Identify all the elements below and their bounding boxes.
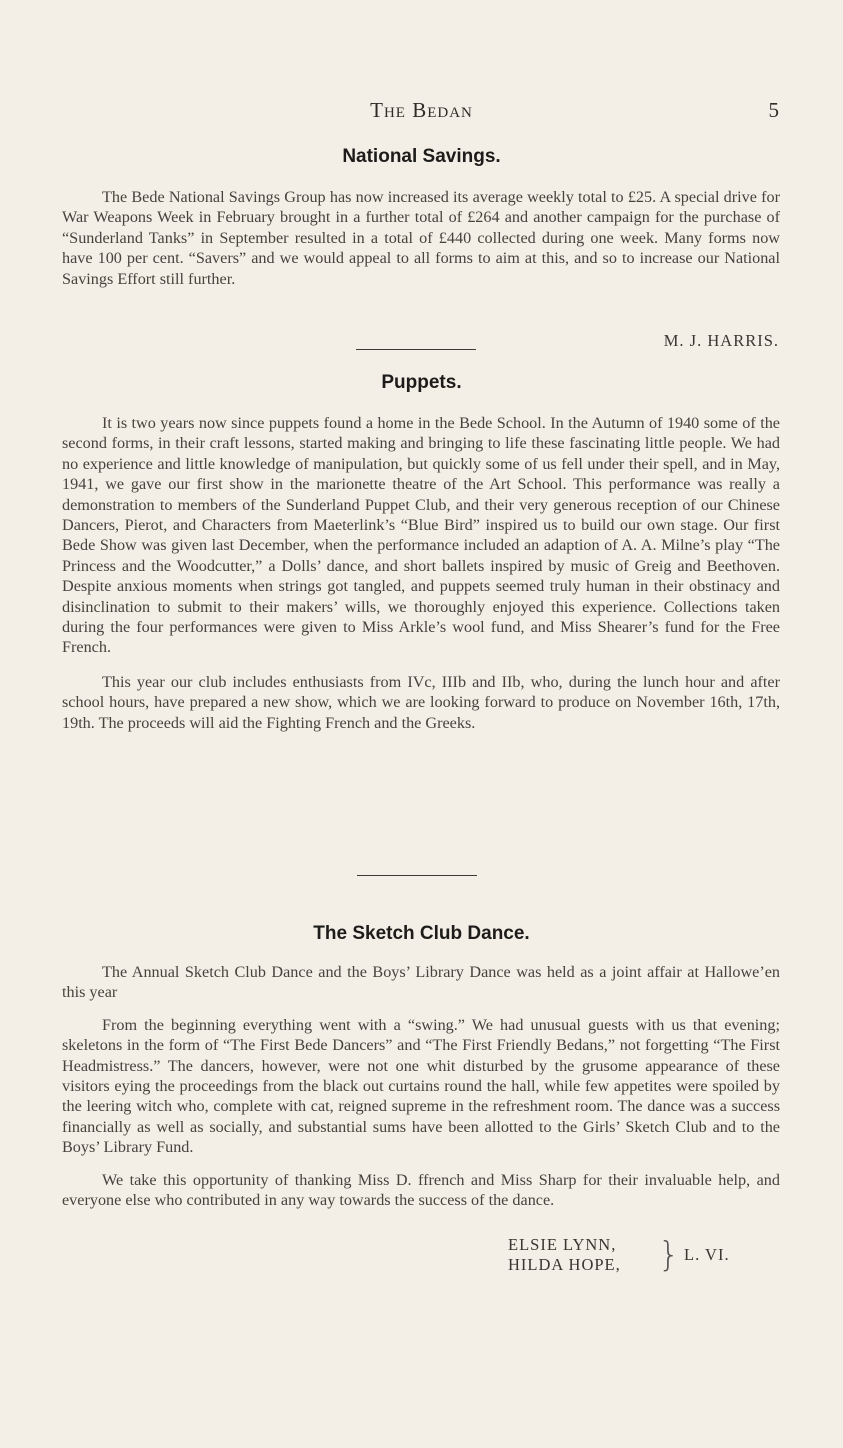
- section-divider: [357, 875, 477, 876]
- puppets-body: [62, 413, 780, 733]
- savings-paragraph: The Bede National Savings Group has now increased its average weekly total to £25. A special drive for War Weapons Week in February brought in a further total of £264 and another campaign for the purchase of “Sunderland Tanks” in September resulted in a total of £440 collected during one week. Many forms now have 100 per cent. “Savers” and we would appeal to all forms to aim at this, and so to increase our National Savings Effort still further.: [62, 188, 780, 288]
- signer-names: [508, 1235, 621, 1275]
- page-number: 5: [768, 98, 779, 122]
- running-header: [0, 98, 843, 128]
- savings-body: [62, 187, 780, 289]
- dance-paragraph-1: The Annual Sketch Club Dance and the Boys’ Library Dance was held as a joint affair at Hallowe’en this year: [62, 963, 780, 1002]
- savings-signature: M. J. HARRIS.: [663, 331, 779, 350]
- dance-paragraph-3: We take this opportunity of thanking Miss D. ffrench and Miss Sharp for their invaluable help, and everyone else who contributed in any way towards the success of the dance.: [62, 1170, 780, 1210]
- section-divider: [356, 349, 476, 350]
- puppets-paragraph-1: It is two years now since puppets found a home in the Bede School. In the Autumn of 1940 some of the second forms, in their craft lessons, started making and bringing to life these fascinating little people. We had no experience and little knowledge of manipulation, but quickly some of us fell under their spell, and in May, 1941, we gave our first show in the marionette theatre of the Art School. This performance was really a demonstration to members of the Sunderland Puppet Club, and their very generous reception of our Chinese Dancers, Pierot, and Characters from Maeterlink’s “Blue Bird” inspired us to build our own stage. Our first Bede Show was given last December, when the performance included an adaption of A. A. Milne’s play “The Princess and the Woodcutter,” a Dolls’ dance, and short ballets inspired by music of Greig and Beethoven. Despite anxious moments when strings got tangled, and puppets seemed truly human in their obstinacy and disinclination to submit to their makers’ wills, we thoroughly enjoyed this experience. Collections taken during the four performances were given to Miss Arkle’s wool fund, and Miss Shearer’s fund for the Free French.: [62, 414, 780, 657]
- signer-form: L. VI.: [684, 1245, 730, 1264]
- running-title: The Bedan: [370, 98, 473, 122]
- dance-body: [62, 962, 780, 1210]
- dance-heading: The Sketch Club Dance.: [313, 923, 530, 944]
- savings-heading: National Savings.: [342, 146, 501, 167]
- dance-signature: [508, 1235, 788, 1285]
- puppets-paragraph-2: This year our club includes enthusiasts from IVc, IIIb and IIb, who, during the lunch hour and after school hours, have prepared a new show, which we are looking forward to produce on November 16th, 17th, 19th. The proceeds will aid the Fighting French and the Greeks.: [62, 672, 780, 732]
- brace-glyph: }: [658, 1235, 681, 1275]
- puppets-heading: Puppets.: [381, 372, 462, 393]
- signer-name: ELSIE LYNN,: [508, 1235, 617, 1254]
- dance-paragraph-2: From the beginning everything went with a “swing.” We had unusual guests with us that evening; skeletons in the form of “The First Bede Dancers” and “The First Friendly Bedans,” not forgetting “The First Headmistress.” The dancers, however, were not one whit disturbed by the grusome appearance of these visitors eying the proceedings from the black out curtains round the hall, while few appetites were spoiled by the leering witch who, complete with cat, reigned supreme in the refreshment room. The dance was a success financially as well as socially, and substantial sums have been allotted to the Girls’ Sketch Club and to the Boys’ Library Fund.: [62, 1015, 780, 1157]
- signer-name: HILDA HOPE,: [508, 1255, 621, 1274]
